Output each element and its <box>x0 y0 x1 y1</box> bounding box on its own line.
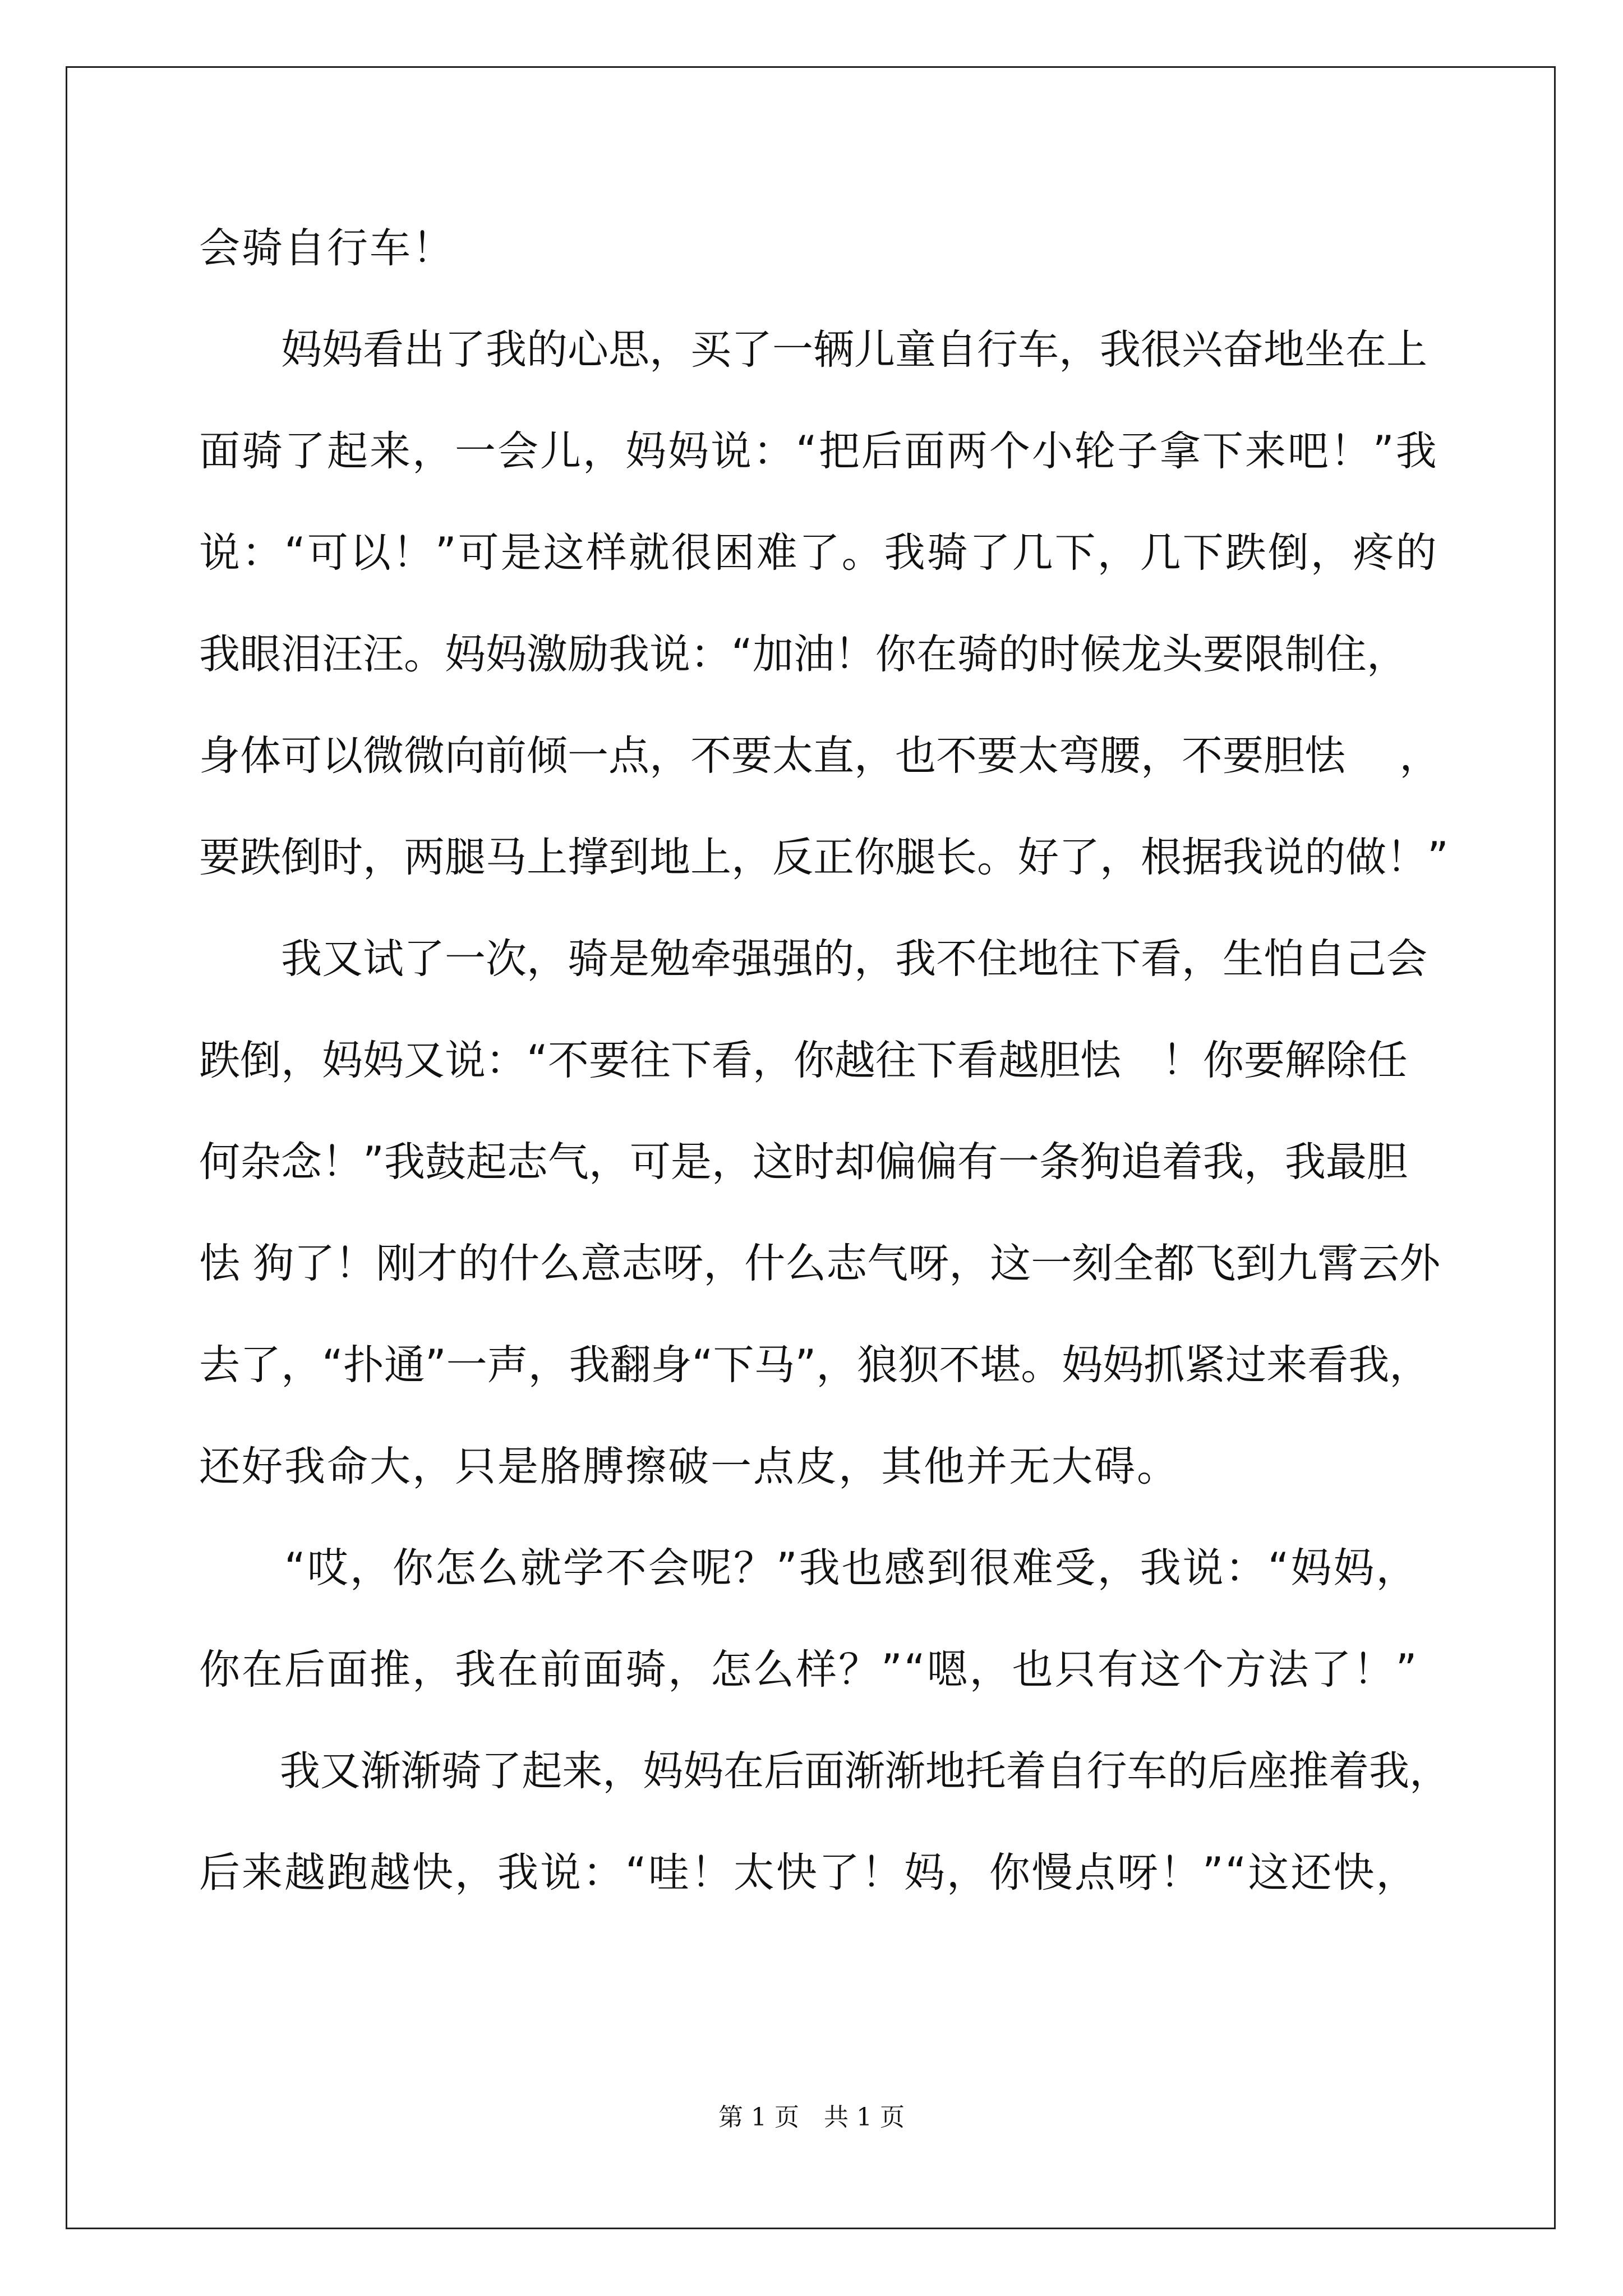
text-line: “哎，你怎么就学不会呢？”我也感到很难受，我说：“妈妈， <box>199 1544 1419 1592</box>
text-line: 要跌倒时，两腿马上撑到地上，反正你腿长。好了，根据我说的做！” <box>199 834 1449 881</box>
text-line: 身体可以微微向前倾一点，不要太直，也不要太弯腰，不要胆怯 ， <box>199 732 1441 780</box>
text-line: 去了，“扑通”一声，我翻身“下马”，狼狈不堪。妈妈抓紧过来看我， <box>199 1341 1431 1389</box>
text-line: 妈妈看出了我的心思，买了一辆儿童自行车，我很兴奋地坐在上 <box>199 326 1427 374</box>
text-line: 我又试了一次，骑是勉牵强强的，我不住地往下看，生怕自己会 <box>199 935 1427 983</box>
text-line: 后来越跑越快，我说：“哇！太快了！妈，你慢点呀！”“这还快， <box>199 1849 1419 1897</box>
text-line: 面骑了起来，一会儿，妈妈说：“把后面两个小轮子拿下来吧！”我 <box>199 427 1438 475</box>
text-line: 跌倒，妈妈又说：“不要往下看，你越往下看越胆怯 ！你要解除任 <box>199 1037 1408 1084</box>
text-line: 你在后面推，我在前面骑，怎么样？”“嗯，也只有这个方法了！” <box>199 1646 1419 1694</box>
text-line: 会骑自行车！ <box>199 224 455 272</box>
page-number-footer: 第 1 页 共 1 页 <box>718 2103 905 2132</box>
text-line: 说：“可以！”可是这样就很困难了。我骑了几下，几下跌倒，疼的 <box>199 529 1438 577</box>
text-line: 还好我命大，只是胳膊擦破一点皮，其他并无大碍。 <box>199 1443 1179 1490</box>
text-line: 我又渐渐骑了起来，妈妈在后面渐渐地托着自行车的后座推着我， <box>199 1747 1450 1795</box>
text-line: 我眼泪汪汪。妈妈激励我说：“加油！你在骑的时候龙头要限制住， <box>199 631 1408 678</box>
text-line: 怯 狗了！刚才的什么意志呀，什么志气呀，这一刻全都飞到九霄云外 <box>199 1240 1441 1287</box>
text-line: 何杂念！”我鼓起志气，可是，这时却偏偏有一条狗追着我，我最胆 <box>199 1138 1408 1186</box>
